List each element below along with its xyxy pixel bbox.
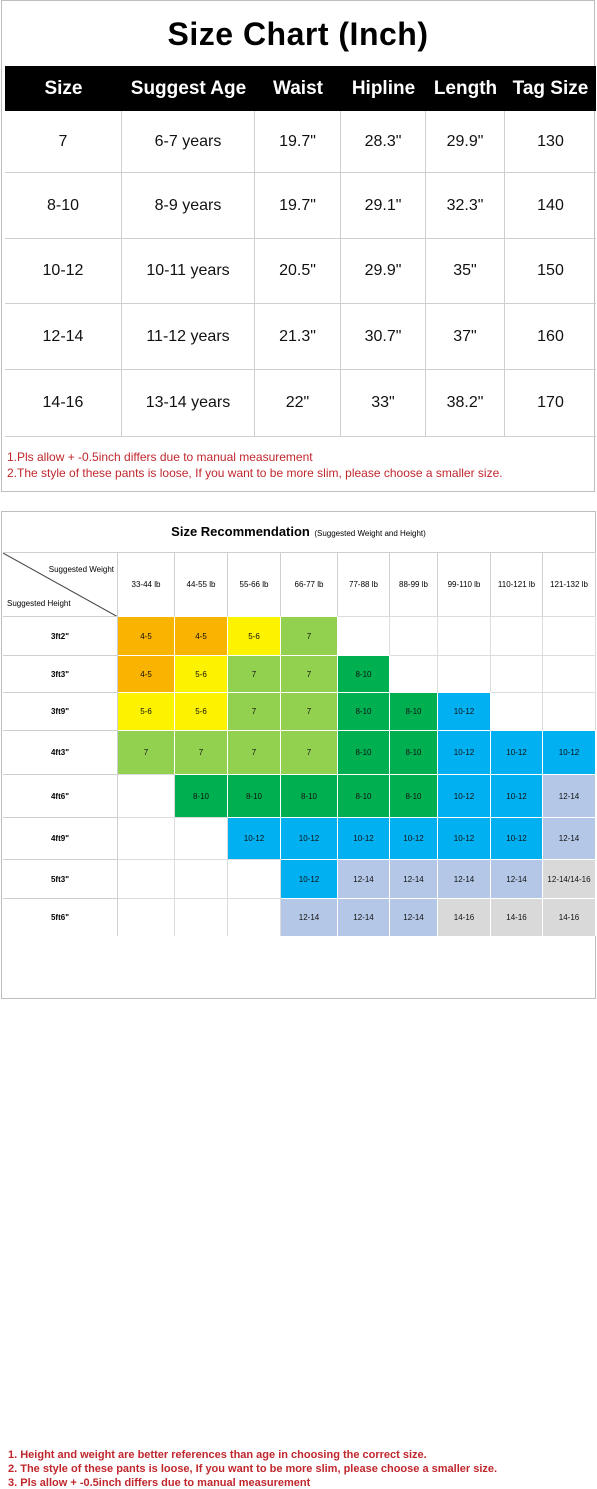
empty-cell — [491, 692, 543, 730]
size-cell: 4-5 — [118, 655, 175, 692]
size-cell: 12-14 — [543, 774, 596, 817]
size-cell: 8-10 — [281, 774, 338, 817]
note-line: 1.Pls allow + -0.5inch differs due to manual measurement — [7, 450, 313, 464]
empty-cell — [438, 655, 491, 692]
cell-tag-size: 160 — [537, 327, 564, 345]
empty-cell — [543, 655, 596, 692]
cell-suggest-age: 6-7 years — [122, 111, 255, 172]
size-cell: 10-12 — [228, 817, 281, 859]
empty-cell — [228, 898, 281, 936]
size-cell: 10-12 — [438, 730, 491, 774]
size-cell: 10-12 — [491, 817, 543, 859]
header-waist: Waist — [273, 78, 323, 99]
size-cell: 7 — [281, 692, 338, 730]
height-label: 4ft9" — [3, 817, 118, 859]
empty-cell — [118, 898, 175, 936]
empty-cell — [491, 655, 543, 692]
size-cell: 7 — [175, 730, 228, 774]
weight-header: 44-55 lb — [175, 552, 228, 616]
empty-cell — [118, 774, 175, 817]
size-cell: 7 — [228, 655, 281, 692]
height-label: 3ft3" — [3, 655, 118, 692]
size-cell: 7 — [281, 730, 338, 774]
size-cell: 10-12 — [438, 774, 491, 817]
header-suggest-age: Suggest Age — [130, 78, 247, 99]
cell-tag-size: 150 — [537, 262, 564, 279]
size-cell: 4-5 — [175, 616, 228, 655]
height-label: 4ft3" — [3, 730, 118, 774]
cell-hipline: 29.9" — [341, 239, 426, 303]
size-chart-row — [5, 239, 596, 304]
empty-cell — [390, 655, 438, 692]
recommendation-subtitle: (Suggested Weight and Height) — [314, 529, 426, 538]
cell-size: 8-10 — [5, 173, 122, 238]
size-chart-row — [5, 111, 596, 173]
empty-cell — [543, 616, 596, 655]
weight-header: 110-121 lb — [491, 552, 543, 616]
cell-hipline: 29.1" — [341, 173, 426, 238]
size-cell: 8-10 — [390, 692, 438, 730]
header-hipline: Hipline — [351, 78, 416, 99]
size-cell: 12-14 — [491, 859, 543, 898]
cell-size: 12-14 — [5, 304, 122, 369]
cell-length: 38.2" — [426, 370, 505, 436]
size-cell: 7 — [228, 730, 281, 774]
size-cell: 5-6 — [228, 616, 281, 655]
empty-cell — [491, 616, 543, 655]
size-cell: 4-5 — [118, 616, 175, 655]
cell-waist: 20.5" — [255, 239, 341, 303]
weight-header: 99-110 lb — [438, 552, 491, 616]
height-label: 3ft9" — [3, 692, 118, 730]
size-cell: 10-12 — [390, 817, 438, 859]
size-cell: 10-12 — [438, 817, 491, 859]
size-cell: 7 — [228, 692, 281, 730]
weight-header: 33-44 lb — [118, 552, 175, 616]
size-cell: 5-6 — [175, 692, 228, 730]
size-cell: 8-10 — [390, 774, 438, 817]
size-cell: 10-12 — [543, 730, 596, 774]
size-cell: 14-16 — [543, 898, 596, 936]
cell-tag-size: 130 — [537, 132, 564, 150]
empty-cell — [438, 616, 491, 655]
size-cell: 8-10 — [228, 774, 281, 817]
header-length: Length — [433, 78, 498, 99]
note-line: 2.The style of these pants is loose, If you want to be more slim, please choose a smaller size. — [7, 466, 503, 480]
size-cell: 12-14/14-16 — [543, 859, 596, 898]
empty-cell — [228, 859, 281, 898]
size-chart-row — [5, 304, 596, 370]
cell-suggest-age: 10-11 years — [122, 239, 255, 303]
cell-waist: 22" — [255, 370, 341, 436]
size-cell: 8-10 — [338, 774, 390, 817]
size-chart-row — [5, 173, 596, 239]
empty-cell — [175, 859, 228, 898]
cell-length: 29.9" — [426, 111, 505, 172]
note-line: 2. The style of these pants is loose, If you want to be more slim, please choose a smaller size. — [8, 1463, 498, 1475]
cell-length: 35" — [426, 239, 505, 303]
size-cell: 8-10 — [175, 774, 228, 817]
size-cell: 10-12 — [281, 859, 338, 898]
size-cell: 10-12 — [438, 692, 491, 730]
cell-waist: 21.3" — [255, 304, 341, 369]
size-cell: 14-16 — [491, 898, 543, 936]
size-cell: 10-12 — [491, 774, 543, 817]
empty-cell — [175, 817, 228, 859]
cell-hipline: 28.3" — [341, 111, 426, 172]
size-cell: 12-14 — [438, 859, 491, 898]
cell-suggest-age: 11-12 years — [122, 304, 255, 369]
size-chart-table — [1, 0, 595, 492]
cell-tag-size: 140 — [537, 196, 564, 214]
size-cell: 8-10 — [390, 730, 438, 774]
height-label: 5ft6" — [3, 898, 118, 936]
corner-header — [3, 552, 118, 616]
height-label: 3ft2" — [3, 616, 118, 655]
size-cell: 8-10 — [338, 692, 390, 730]
size-cell: 5-6 — [118, 692, 175, 730]
cell-hipline: 33" — [341, 370, 426, 436]
weight-header: 66-77 lb — [281, 552, 338, 616]
size-cell: 8-10 — [338, 655, 390, 692]
corner-height-label: Suggested Height — [7, 599, 71, 608]
cell-suggest-age: 13-14 years — [122, 370, 255, 436]
size-cell: 12-14 — [338, 898, 390, 936]
empty-cell — [543, 692, 596, 730]
cell-suggest-age: 8-9 years — [122, 173, 255, 238]
height-label: 5ft3" — [3, 859, 118, 898]
size-cell: 7 — [281, 616, 338, 655]
empty-cell — [390, 616, 438, 655]
cell-tag-size: 170 — [537, 394, 564, 411]
size-cell: 10-12 — [281, 817, 338, 859]
weight-header: 88-99 lb — [390, 552, 438, 616]
empty-cell — [175, 898, 228, 936]
size-recommendation-table — [1, 511, 596, 1489]
cell-hipline: 30.7" — [341, 304, 426, 369]
empty-cell — [338, 616, 390, 655]
size-chart-title: Size Chart (Inch) — [167, 16, 429, 52]
empty-cell — [118, 859, 175, 898]
size-cell: 5-6 — [175, 655, 228, 692]
size-cell: 7 — [118, 730, 175, 774]
note-line: 1. Height and weight are better references than age in choosing the correct size. — [8, 1449, 427, 1461]
header-size: Size — [44, 78, 83, 99]
size-cell: 10-12 — [338, 817, 390, 859]
cell-waist: 19.7" — [255, 111, 341, 172]
weight-header: 77-88 lb — [338, 552, 390, 616]
size-cell: 10-12 — [491, 730, 543, 774]
size-cell: 12-14 — [543, 817, 596, 859]
recommendation-title — [2, 512, 595, 552]
recommendation-title-main: Size Recommendation — [171, 524, 310, 539]
cell-size: 10-12 — [5, 239, 122, 303]
size-cell: 8-10 — [338, 730, 390, 774]
size-cell: 12-14 — [390, 859, 438, 898]
cell-length: 37" — [426, 304, 505, 369]
corner-weight-label: Suggested Weight — [48, 565, 114, 574]
cell-waist: 19.7" — [255, 173, 341, 238]
size-chart-notes — [5, 439, 596, 492]
size-cell: 14-16 — [438, 898, 491, 936]
size-chart-header-row — [5, 66, 596, 111]
size-cell: 7 — [281, 655, 338, 692]
cell-length: 32.3" — [426, 173, 505, 238]
size-chart-row — [5, 370, 596, 437]
weight-header: 55-66 lb — [228, 552, 281, 616]
size-cell: 12-14 — [281, 898, 338, 936]
cell-size: 7 — [5, 111, 122, 172]
cell-size: 14-16 — [5, 370, 122, 436]
header-tag-size: Tag Size — [512, 78, 589, 99]
note-line: 3. Pls allow + -0.5inch differs due to manual measurement — [8, 1477, 311, 1489]
size-cell: 12-14 — [338, 859, 390, 898]
height-label: 4ft6" — [3, 774, 118, 817]
size-cell: 12-14 — [390, 898, 438, 936]
weight-header: 121-132 lb — [543, 552, 596, 616]
empty-cell — [118, 817, 175, 859]
